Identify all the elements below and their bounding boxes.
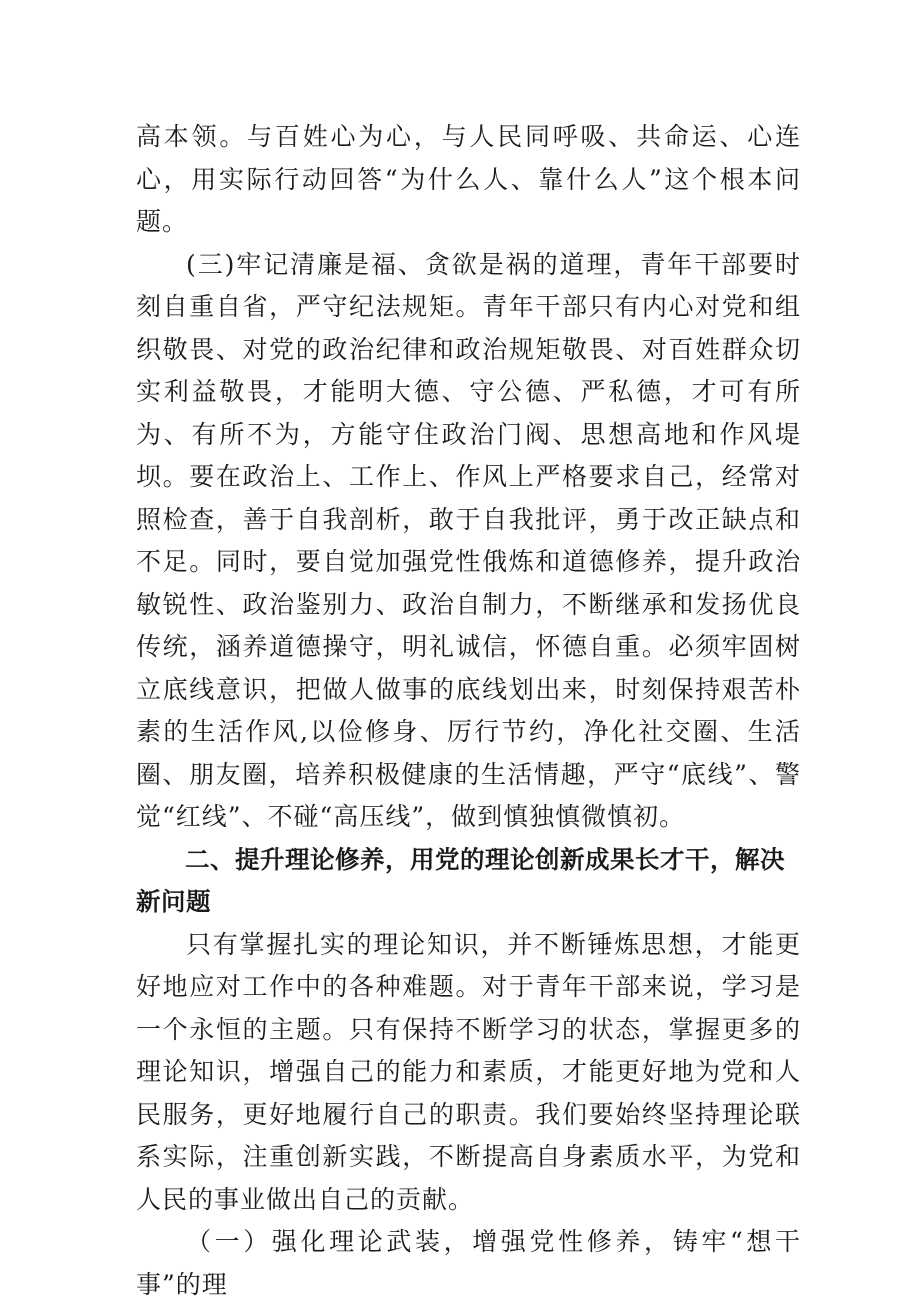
section-heading-two: 二、提升理论修养，用党的理论创新成果长才干，解决新问题 [136,844,785,916]
paragraph-theory-study: 只有掌握扎实的理论知识，并不断锤炼思想，才能更好地应对工作中的各种难题。对于青年干部来说，学习是一个永恒的主题。只有保持不断学习的状态，掌握更多的理论知识，增强自己的能力和素质，才能更好地为党和人民服务，更好地履行自己的职责。我们要始终坚持理论联系实际，注重创新实践，不断提高自身素质水平，为党和人民的事业做出自己的贡献。 [136,929,801,1214]
paragraph-section-three: (三)牢记清廉是福、贪欲是祸的道理，青年干部要时刻自重自省，严守纪法规矩。青年干部只有内心对党和组织敬畏、对党的政治纪律和政治规矩敬畏、对百姓群众切实利益敬畏，才能明大德、守公德、严私德，才可有所为、有所不为，方能守住政治门阀、思想高地和作风堤坝。要在政治上、工作上、作风上严格要求自己，经常对照检查，善于自我剖析，敢于自我批评，勇于改正缺点和不足。同时，要自觉加强党性俄炼和道德修养，提升政治敏锐性、政治鉴别力、政治自制力，不断继承和发扬优良传统，涵养道德操守，明礼诚信，怀德自重。必须牢固树立底线意识，把做人做事的底线划出来，时刻保持艰苦朴素的生活作风,以俭修身、厉行节约，净化社交圈、生活圈、朋友圈，培养积极健康的生活情趣，严守“底线”、警觉“红线”、不碰“高压线”，做到慎独慎微慎初。 [136,249,801,831]
paragraph-subsection-one: （一）强化理论武装，增强党性修养，铸牢“想干事”的理 [136,1227,801,1299]
paragraph-continuation: 高本领。与百姓心为心，与人民同呼吸、共命运、心连心，用实际行动回答“为什么人、靠什么人”这个根本问题。 [136,122,801,236]
document-body [136,116,801,1306]
